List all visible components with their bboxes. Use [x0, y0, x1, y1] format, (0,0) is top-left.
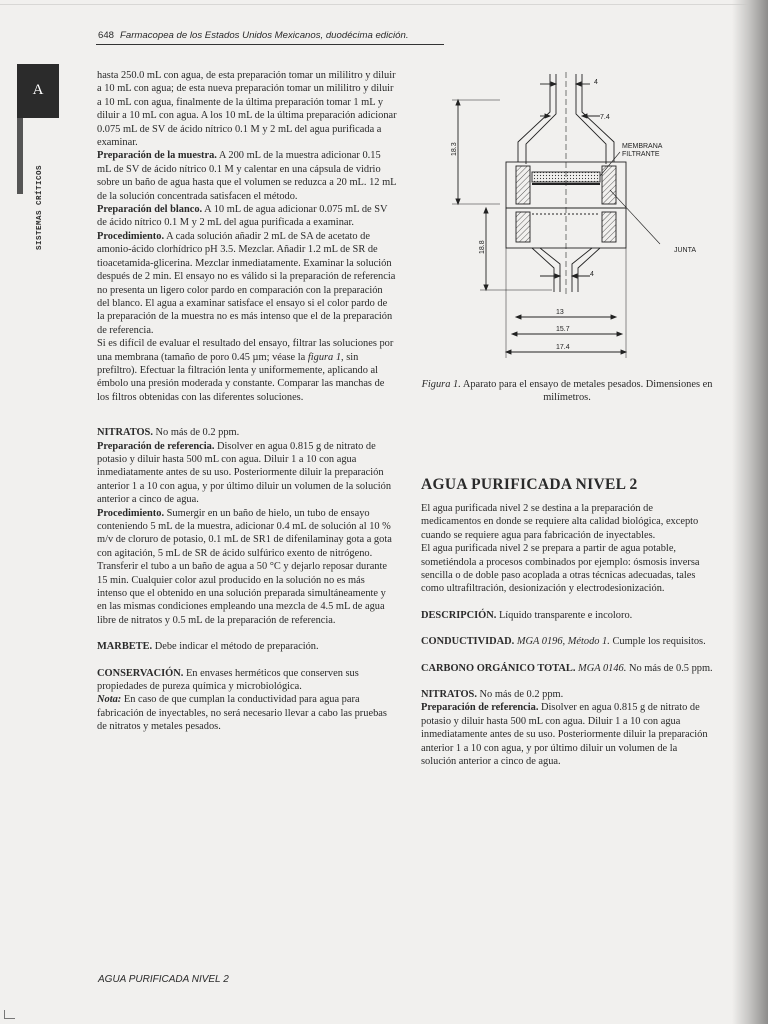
section-tab: A [17, 64, 59, 118]
dim-label-7-4: 7.4 [600, 114, 610, 121]
dim-label-18-3: 18.3 [451, 142, 458, 156]
paragraph [97, 203, 397, 230]
subheading: Procedimiento. [97, 507, 165, 519]
crop-mark [4, 1010, 15, 1019]
paragraph [421, 701, 713, 768]
paragraph [97, 230, 397, 337]
page-edge-shadow [732, 0, 768, 1024]
paragraph [97, 693, 397, 733]
running-footer: AGUA PURIFICADA NIVEL 2 [98, 974, 229, 985]
subheading: Preparación de referencia. [97, 440, 215, 452]
paragraph [97, 149, 397, 203]
paragraph-text: A 10 mL de agua adicionar 0.075 mL de SV de ácido nítrico 0.1 M y 2 mL del agua purificada a examinar. [97, 204, 388, 229]
paragraph-text: Si es difícil de evaluar el resultado del ensayo, filtrar las soluciones por una membrana (tamaño de poro 0.45 µm; véase la [97, 338, 394, 363]
section-heading: CONSERVACIÓN. [97, 667, 184, 679]
section-heading: NITRATOS. [97, 427, 153, 439]
page-top-edge [0, 4, 768, 5]
section-heading: NITRATOS. [421, 689, 477, 701]
right-column [421, 476, 713, 769]
subheading: Procedimiento. [97, 230, 165, 242]
page-number: 648 [98, 30, 115, 41]
paragraph [421, 662, 713, 675]
subheading: Preparación de referencia. [421, 702, 539, 714]
paragraph [97, 667, 397, 694]
label-filtrante: FILTRANTE [622, 151, 660, 158]
note-label: Nota: [97, 694, 122, 706]
paragraph-text: A 200 mL de la muestra adicionar 0.15 mL de SV de ácido nítrico 0.1 M y calentar en una cápsula de vidrio sobre un baño de agua hasta que el volumen se reduzca a 20 mL. 12 mL de la solución concentrada satisfacen el método. [97, 150, 397, 202]
label-junta: JUNTA [674, 247, 697, 254]
dim-label-15-7: 15.7 [556, 326, 570, 333]
method-reference: MGA 0196, Método 1. [514, 636, 610, 648]
paragraph-text: No más de 0.2 ppm. [152, 427, 240, 439]
figure-reference: figura 1 [307, 351, 342, 363]
caption-label: Figura 1. [421, 379, 461, 390]
paragraph-text: Debe indicar el método de preparación. [152, 641, 319, 653]
paragraph-text: Cumple los requisitos. [609, 636, 706, 648]
caption-text: Aparato para el ensayo de metales pesados. Dimensiones en milímetros. [460, 379, 713, 404]
paragraph [97, 426, 397, 439]
section-heading: CONDUCTIVIDAD. [421, 636, 515, 648]
paragraph-text: , sin prefiltro). Efectuar la filtración lenta y uniformemente, aplicando al émbolo una presión moderada y constante. Comparar las manchas de los filtros obtenidas con las diferentes soluciones. [97, 351, 385, 403]
paragraph-text: Disolver en agua 0.815 g de nitrato de potasio y diluir hasta 500 mL con agua. Diluir 1 a 10 con agua inmediatamente antes de su uso. Posteriormente diluir la preparación anterior 1 a 10 con agua, y por último diluir un volumen de la solución anterior a cinco de agua. [97, 440, 392, 506]
paragraph [97, 337, 397, 404]
paragraph-text: Disolver en agua 0.815 g de nitrato de potasio y diluir hasta 500 mL con agua. Diluir 1 a 10 con agua inmediatamente antes de su uso. Posteriormente diluir la preparación anterior 1 a 10 con agua, y por último diluir un volumen de la solución anterior a cinco de agua. [421, 702, 708, 768]
paragraph [421, 635, 713, 648]
left-column [97, 69, 397, 734]
section-heading: DESCRIPCIÓN. [421, 609, 497, 621]
dim-label-17-4: 17.4 [556, 344, 570, 351]
subheading: Preparación de la muestra. [97, 150, 217, 162]
paragraph-text: A cada solución añadir 2 mL de SA de acetato de amonio-ácido clorhídrico pH 3.5. Mezclar. Añadir 1.2 mL de SR de tioacetamida-glicerina. Mezclar inmediatamente. Examinar la solución después de 2 min. El ensayo no es válido si la preparación de referencia no presenta un ligero color pardo en comparación con la preparación del blanco. El agua a examinar satisface el ensayo si el color pardo de la preparación de la muestra no es más intenso que el de la preparación de referencia. [97, 230, 396, 336]
label-membrana: MEMBRANA [622, 143, 663, 150]
paragraph: El agua purificada nivel 2 se destina a la preparación de medicamentos en donde se requiere alta calidad biológica, excepto cuando se requiere agua para fabricación de inyectables. [421, 503, 699, 541]
section-title: AGUA PURIFICADA NIVEL 2 [421, 476, 638, 493]
paragraph: hasta 250.0 mL con agua, de esta preparación tomar un mililitro y diluir a 10 mL con agua; de esta nueva preparación tomar un mililitro y diluir a 10 mL con agua, finalmente de la última preparación tomar 1 mL y diluir a 10 mL con agua. A los 10 mL de la última preparación adicionar 0.075 mL de SV de ácido nítrico 0.1 M y 2 mL del agua purificada a examinar. [97, 70, 397, 149]
paragraph-text: Líquido transparente e incoloro. [496, 609, 633, 621]
section-tab-bar [17, 118, 23, 194]
running-title: Farmacopea de los Estados Unidos Mexicanos, duodécima edición. [120, 30, 409, 41]
subheading: Preparación del blanco. [97, 204, 203, 216]
dim-label-18-8: 18.8 [479, 240, 486, 254]
method-reference: MGA 0146. [575, 662, 627, 674]
paragraph [97, 440, 397, 507]
filter-apparatus-drawing [440, 72, 700, 372]
running-header [98, 30, 444, 41]
side-section-label: SISTEMAS CRÍTICOS [36, 164, 44, 250]
paragraph [421, 688, 713, 701]
paragraph: El agua purificada nivel 2 se prepara a partir de agua potable, sometiéndola a procesos combinados por ejemplo: ósmosis inversa sencilla o de doble paso acoplada a otras técnicas adecuadas, tales como ultrafiltración, desionización y electrodesionización. [421, 543, 700, 595]
filter-apparatus-figure [440, 72, 700, 372]
paragraph [421, 609, 713, 622]
paragraph-text: En caso de que cumplan la conductividad para agua para fabricación de inyectables, no será necesario llevar a cabo las pruebas de nitratos y metales pesados. [97, 694, 387, 733]
paragraph-text: En envases herméticos que conserven sus propiedades de pureza química y microbiológica. [97, 667, 359, 693]
paragraph-text: No más de 0.2 ppm. [476, 689, 564, 701]
dim-label-13: 13 [556, 309, 564, 316]
header-rule [96, 44, 444, 45]
section-heading: CARBONO ORGÁNICO TOTAL. [421, 662, 576, 674]
figure-caption [421, 378, 713, 405]
dim-label-4-bottom: 4 [590, 271, 594, 278]
section-heading: MARBETE. [97, 641, 153, 653]
paragraph-text: Sumergir en un baño de hielo, un tubo de ensayo conteniendo 5 mL de la muestra, adicionar 0.4 mL de solución al 10 % m/v de cloruro de potasio, 0.1 mL de SR1 de difenilaminay gota a gota con agitación, 5 mL de SR de ácido sulfúrico exento de nitrógeno. Transferir el tubo a un baño de agua a 50 °C y dejarlo reposar durante 15 min. Cualquier color azul producido en la solución no es más intenso que el obtenido en una solución preparada simultáneamente y en las mismas condiciones empleando una mezcla de 4.5 mL de agua libre de nitratos y 0.5 mL de la preparación de referencia. [97, 507, 392, 626]
paragraph [97, 507, 397, 628]
paragraph-text: No más de 0.5 ppm. [626, 662, 713, 674]
paragraph [97, 640, 397, 653]
dim-label-4-top: 4 [594, 79, 598, 86]
